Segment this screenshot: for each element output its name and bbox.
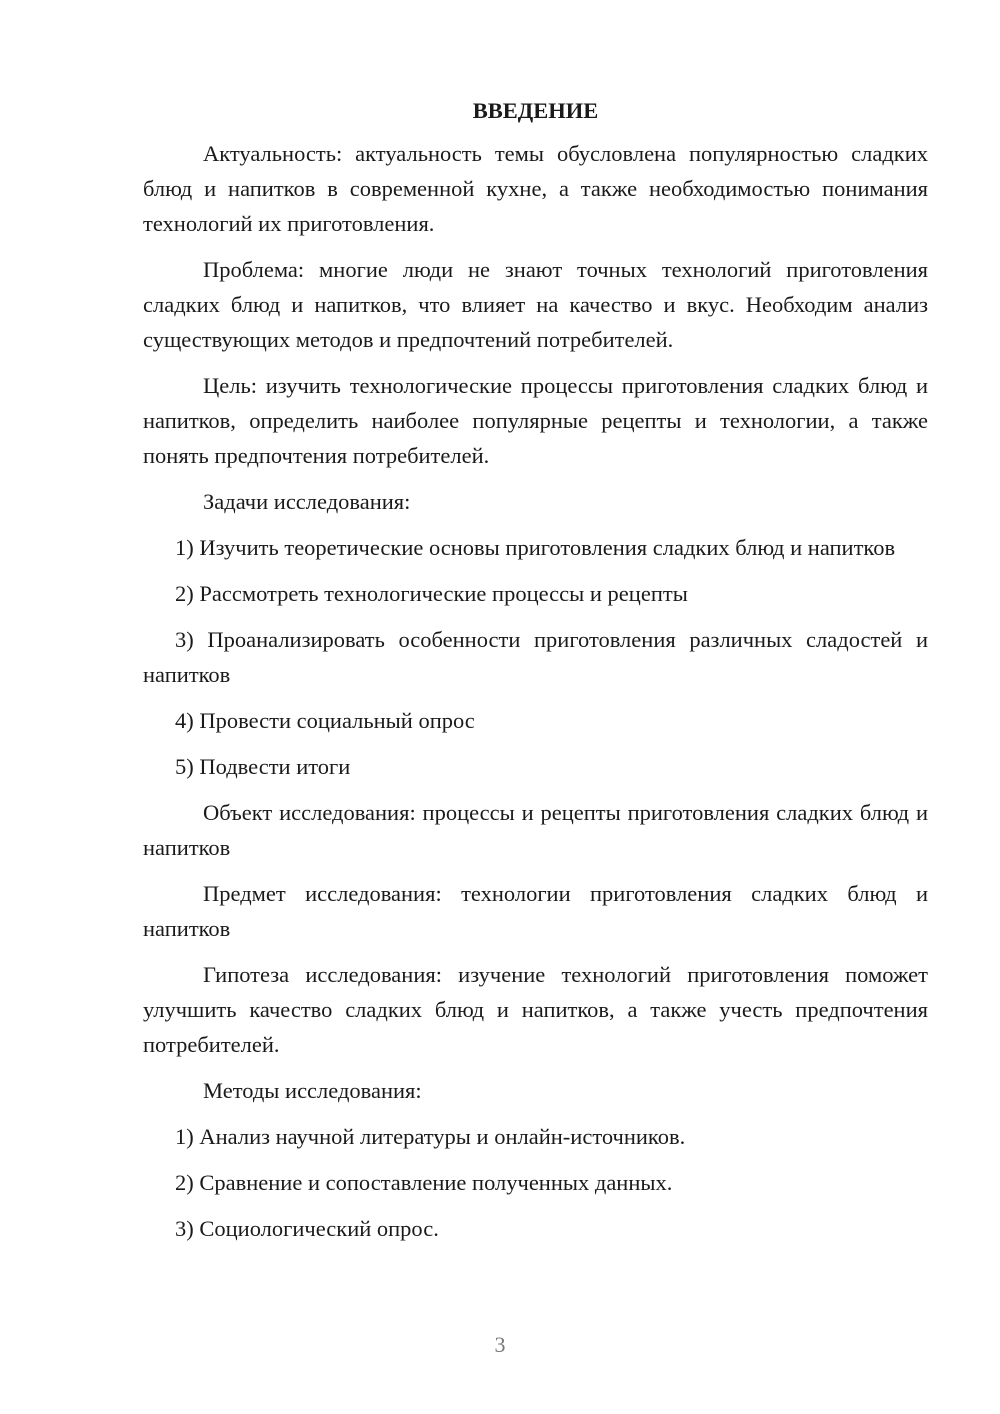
task-item: 2) Рассмотреть технологические процессы и рецепты <box>175 581 688 606</box>
page-number: 3 <box>494 1332 506 1357</box>
subject-paragraph: Предмет исследования: технологии приготовления сладких блюд и напитков <box>143 881 928 941</box>
problem-paragraph: Проблема: многие люди не знают точных технологий приготовления сладких блюд и напитков, что влияет на качество и вкус. Необходим анализ существующих методов и предпочтений потребителей. <box>143 257 928 352</box>
task-item: 4) Провести социальный опрос <box>175 708 475 733</box>
object-paragraph: Объект исследования: процессы и рецепты приготовления сладких блюд и напитков <box>143 800 928 860</box>
method-item: 3) Социологический опрос. <box>175 1216 439 1241</box>
method-item: 2) Сравнение и сопоставление полученных данных. <box>175 1170 673 1195</box>
method-item: 1) Анализ научной литературы и онлайн-источников. <box>175 1124 686 1149</box>
section-title: ВВЕДЕНИЕ <box>472 98 599 123</box>
relevance-paragraph: Актуальность: актуальность темы обусловлена популярностью сладких блюд и напитков в современной кухне, а также необходимостью понимания технологий их приготовления. <box>143 141 928 236</box>
tasks-heading: Задачи исследования: <box>203 489 411 514</box>
hypothesis-paragraph: Гипотеза исследования: изучение технологий приготовления поможет улучшить качество сладких блюд и напитков, а также учесть предпочтения потребителей. <box>143 962 928 1057</box>
goal-paragraph: Цель: изучить технологические процессы приготовления сладких блюд и напитков, определить наиболее популярные рецепты и технологии, а также понять предпочтения потребителей. <box>143 373 928 468</box>
document-page <box>143 96 928 1257</box>
task-item: 3) Проанализировать особенности приготовления различных сладостей и напитков <box>143 627 928 687</box>
task-item: 5) Подвести итоги <box>175 754 351 779</box>
methods-heading: Методы исследования: <box>203 1078 422 1103</box>
task-item: 1) Изучить теоретические основы приготовления сладких блюд и напитков <box>175 535 896 560</box>
